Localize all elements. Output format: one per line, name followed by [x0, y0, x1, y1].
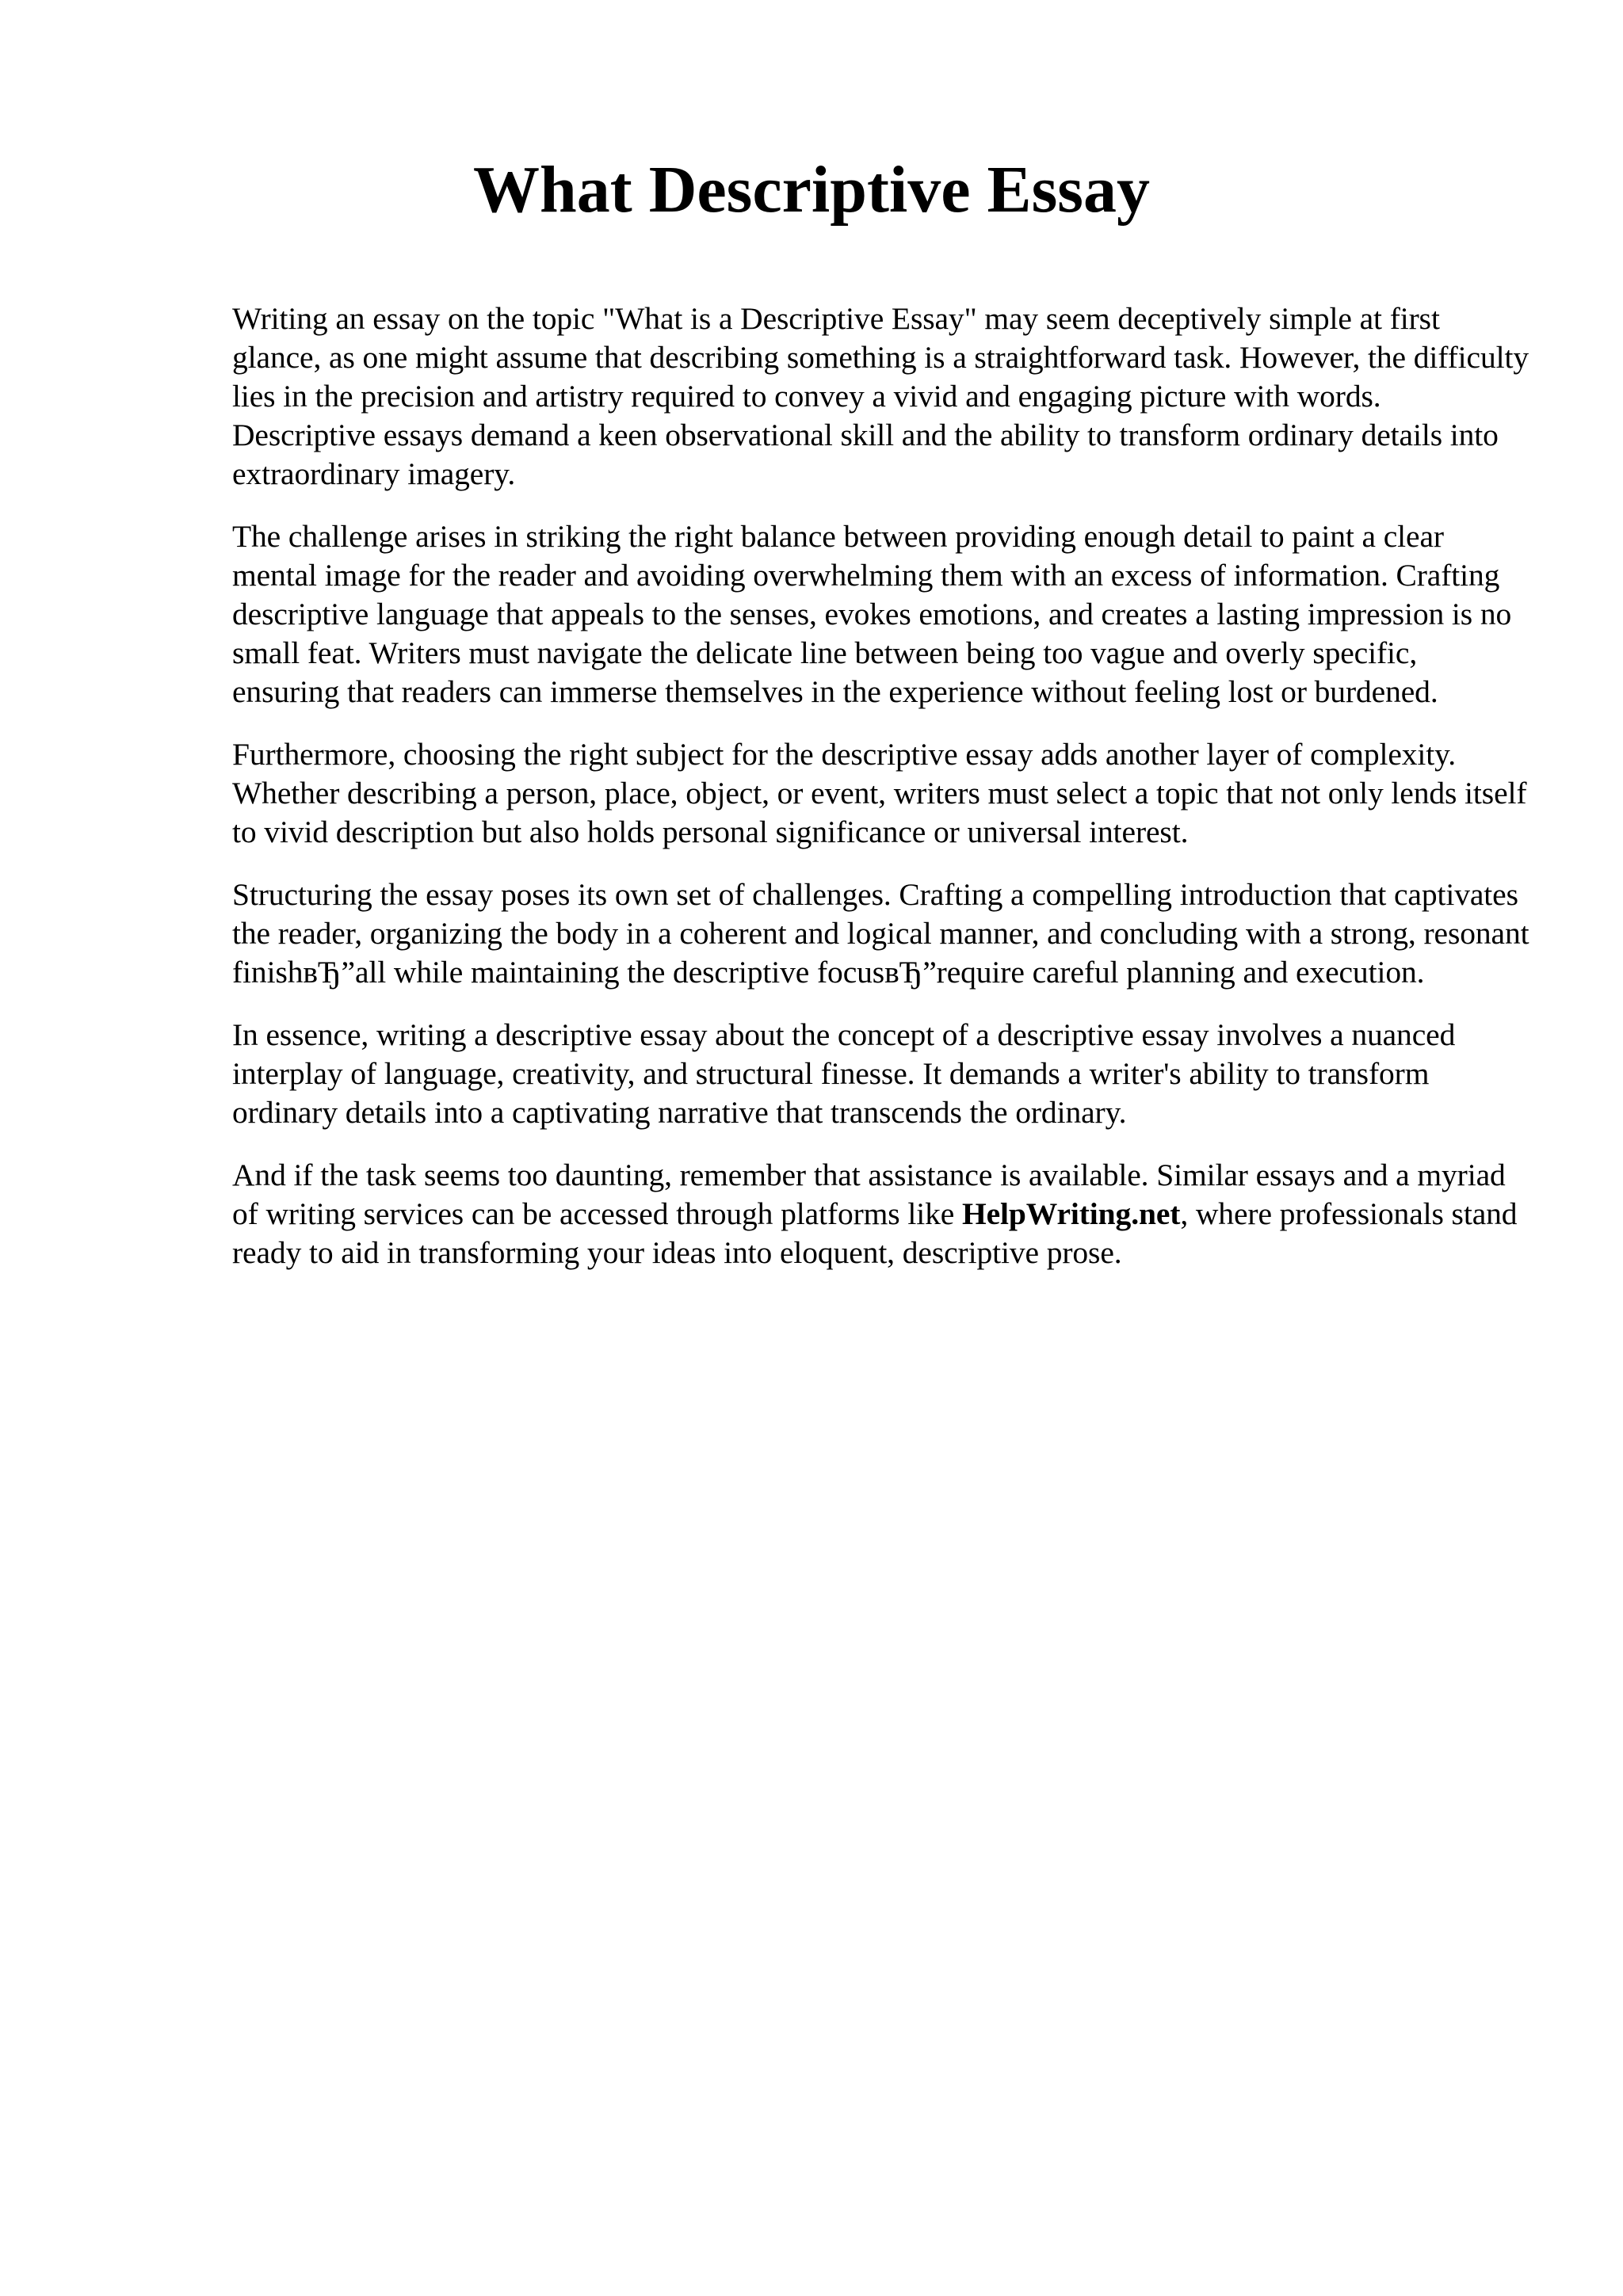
paragraph-1: Writing an essay on the topic "What is a Descriptive Essay" may seem deceptively simple at first glance, as one might assume that describing something is a straightforward task. However, the difficulty lies in the precision and artistry required to convey a vivid and engaging picture with words. Descriptive essays demand a keen observational skill and the ability to transform ordinary details into extraordinary imagery. — [232, 301, 1529, 491]
paragraph-4: Structuring the essay poses its own set of challenges. Crafting a compelling introduction that captivates the reader, organizing the body in a coherent and logical manner, and concluding with a strong, resonant finishвЂ”all while maintaining the descriptive focusвЂ”require careful planning and execution. — [232, 877, 1529, 990]
paragraph-2: The challenge arises in striking the right balance between providing enough detail to paint a clear mental image for the reader and avoiding overwhelming them with an excess of information. Crafting descriptive language that appeals to the senses, evokes emotions, and creates a lasting impression is no small feat. Writers must navigate the delicate line between being too vague and overly specific, ensuring that readers can immerse themselves in the experience without feeling lost or burdened. — [232, 519, 1512, 709]
paragraph-5: In essence, writing a descriptive essay about the concept of a descriptive essay involves a nuanced interplay of language, creativity, and structural finesse. It demands a writer's ability to transform ordinary details into a captivating narrative that transcends the ordinary. — [232, 1017, 1456, 1130]
paragraph-6-lead-text: And if the task seems too daunting, remember that assistance is available. Similar essays and a myriad of writing services can be accessed through platforms like — [232, 1158, 1506, 1231]
essay-body — [232, 299, 1532, 1296]
paragraph-6 — [232, 1156, 1532, 1272]
paragraph-3: Furthermore, choosing the right subject for the descriptive essay adds another layer of complexity. Whether describing a person, place, object, or event, writers must select a topic that not only lends itself to vivid description but also holds personal significance or universal interest. — [232, 737, 1527, 849]
helpwriting-brand-text: HelpWriting.net — [961, 1196, 1181, 1231]
paragraph-6-tail-text: , where professionals stand ready to aid in transforming your ideas into eloquent, descriptive prose. — [232, 1196, 1518, 1270]
page-title: What Descriptive Essay — [473, 153, 1150, 227]
